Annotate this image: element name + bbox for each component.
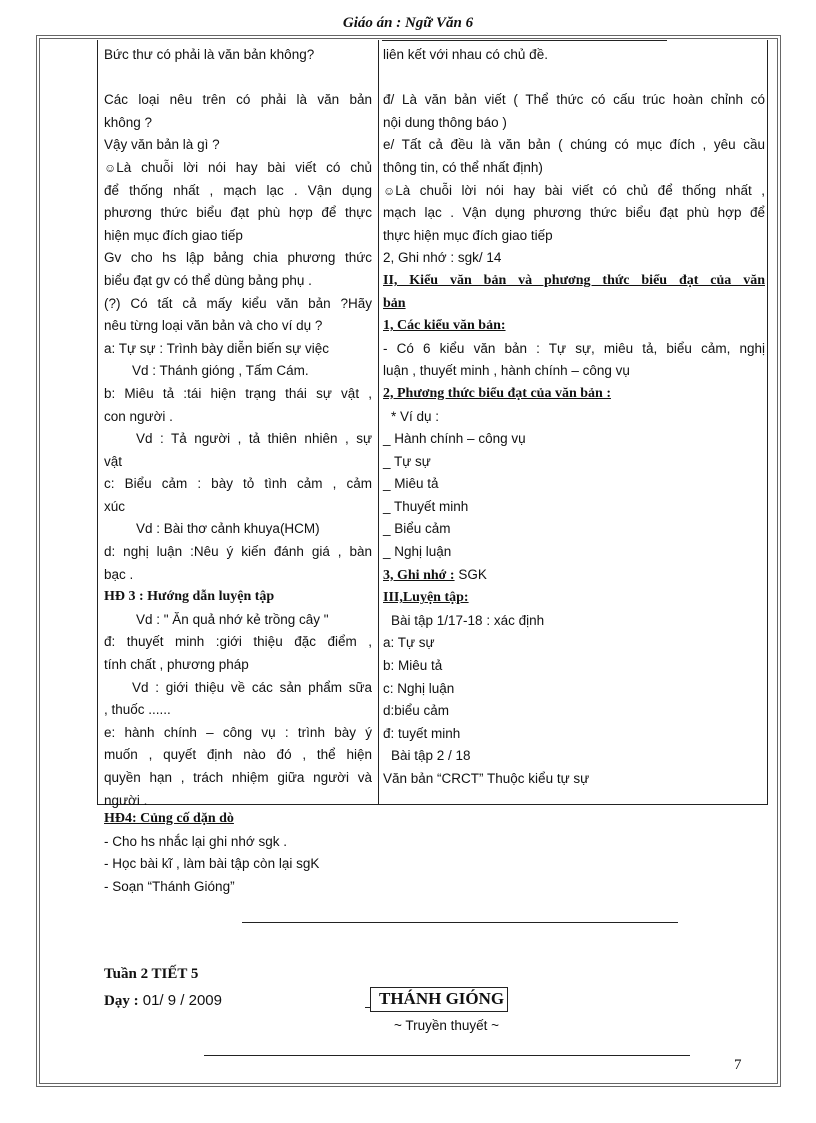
question-letter: Bức thư có phải là văn bản không? <box>104 47 315 62</box>
method-item: _ Miêu tả <box>383 476 439 492</box>
answer-d: nội dung thông báo ) <box>383 114 507 130</box>
section-3-heading: III,Luyện tập: <box>383 590 469 606</box>
kind-dd: đ: thuyết minh :giới thiệu đặc điểm , <box>104 634 372 650</box>
answer-e: thông tin, có thể nhất định) <box>383 159 543 175</box>
subsection-1-heading: 1, Các kiểu văn bản: <box>383 318 506 334</box>
exercise-1: Bài tập 1/17-18 : xác định <box>391 612 545 628</box>
definition-line: mạch lạc . Vận dụng phương thức biểu đạt phù hợp để <box>383 205 765 221</box>
kinds-list: luận , thuyết minh , hành chính – công vụ <box>383 363 630 379</box>
kind-c-example: Vd : Bài thơ cảnh khuya(HCM) <box>136 521 320 537</box>
kind-d: bạc . <box>104 566 134 582</box>
section-2-heading: bản <box>383 295 406 311</box>
kind-c: xúc <box>104 498 126 514</box>
hd4-item: - Soạn “Thánh Gióng” <box>104 878 235 894</box>
kind-b-example: vật <box>104 453 123 469</box>
teacher-note: Gv cho hs lập bảng chia phương thức <box>104 250 372 266</box>
method-item: _ Tự sự <box>383 453 431 469</box>
kind-a-example: Vd : Thánh gióng , Tấm Cám. <box>132 363 309 379</box>
kind-e: người . <box>104 792 148 808</box>
exercise-answer: d:biểu cảm <box>383 703 450 719</box>
kind-b: b: Miêu tả :tái hiện trạng thái sự vật , <box>104 385 372 401</box>
kind-a: a: Tự sự : Trình bày diễn biến sự việc <box>104 340 329 356</box>
kind-e: e: hành chính – công vụ : trình bày ý <box>104 724 372 740</box>
method-item: _ Hành chính – công vụ <box>383 431 526 447</box>
page-number: 7 <box>734 1057 742 1073</box>
question-what: Vậy văn bản là gì ? <box>104 137 220 153</box>
exercise-answer: b: Miêu tả <box>383 658 443 674</box>
note-line: 2, Ghi nhớ : sgk/ 14 <box>383 250 502 266</box>
hd3-example: Vd : " Ăn quả nhớ kẻ trồng cây " <box>136 611 329 627</box>
example-label: * Ví dụ : <box>391 408 440 424</box>
hd4-item: - Học bài kĩ , làm bài tập còn lại sgK <box>104 856 320 871</box>
hd3-heading: HĐ 3 : Hướng dẫn luyện tập <box>104 589 275 605</box>
date-value: 01/ 9 / 2009 <box>142 992 222 1009</box>
footer-rule <box>204 1055 690 1056</box>
kind-dd-example: , thuốc ...... <box>104 702 171 718</box>
smiley-icon: ☺ <box>383 183 396 198</box>
lesson-title: THÁNH GIÓNG <box>370 987 508 1012</box>
date-label: Dạy : <box>104 993 139 1009</box>
exercise-answer: đ: tuyết minh <box>383 725 461 741</box>
definition-line: ☺Là chuỗi lời nói hay bài viết có chủ để thống nhất , <box>383 182 765 198</box>
definition-line: hiện mục đích giao tiếp <box>104 227 243 243</box>
kinds-list: - Có 6 kiểu văn bản : Tự sự, miêu tả, biểu cảm, nghị <box>383 340 765 356</box>
exercise-2: Bài tập 2 / 18 <box>391 748 471 764</box>
question-kinds: (?) Có tất cả mấy kiểu văn bản ?Hãy <box>104 295 372 311</box>
definition-line: phương thức biểu đạt phù hợp để thực <box>104 205 372 221</box>
question-types-cont: không ? <box>104 114 153 130</box>
teaching-date <box>104 992 222 1010</box>
kind-b: con người . <box>104 408 173 424</box>
smiley-icon: ☺ <box>104 160 117 175</box>
subsection-3-heading: 3, Ghi nhớ : <box>383 567 455 583</box>
hd4-heading: HĐ4: Củng cố dặn dò <box>104 811 234 826</box>
kind-dd-example: Vd : giới thiệu về các sản phẩm sữa <box>132 679 372 695</box>
lesson-genre: ~ Truyền thuyết ~ <box>394 1018 500 1033</box>
column-divider <box>378 40 379 805</box>
question-types: Các loại nêu trên có phải là văn bản <box>104 92 372 108</box>
definition-line: thực hiện mục đích giao tiếp <box>383 227 553 243</box>
kind-e: quyền hạn , trách nhiệm giữa người và <box>104 770 372 785</box>
subsection-2-heading: 2, Phương thức biểu đạt của văn bản : <box>383 385 611 401</box>
separator-line <box>242 922 678 923</box>
answer-line: liên kết với nhau có chủ đề. <box>383 47 548 62</box>
left-column <box>104 44 372 812</box>
page-header: Giáo án : Ngữ Văn 6 <box>342 15 474 31</box>
method-item: _ Nghị luận <box>383 544 452 560</box>
method-item: _ Biểu cảm <box>383 521 451 537</box>
hd4-section <box>104 808 319 898</box>
subsection-3-value: SGK <box>458 566 487 582</box>
teacher-note: biểu đạt gv có thể dùng bảng phụ . <box>104 272 312 288</box>
week-label: Tuần 2 TIẾT 5 <box>104 966 199 982</box>
kind-e: muốn , quyết định nào đó , thể hiện <box>104 747 372 763</box>
definition-line: ☺Là chuỗi lời nói hay bài viết có chủ <box>104 159 372 175</box>
kind-d: d: nghị luận :Nêu ý kiến đánh giá , bàn <box>104 544 372 560</box>
kind-b-example: Vd : Tả người , tả thiên nhiên , sự <box>136 431 372 447</box>
exercise-answer: c: Nghị luận <box>383 680 455 696</box>
kind-dd: tính chất , phương pháp <box>104 657 249 673</box>
answer-d: đ/ Là văn bản viết ( Thể thức có cấu trúc hoàn chỉnh có <box>383 92 765 108</box>
kind-c: c: Biểu cảm : bày tỏ tình cảm , cảm <box>104 476 372 492</box>
subsection-3 <box>383 564 765 588</box>
method-item: _ Thuyết minh <box>383 498 469 514</box>
exercise-answer: a: Tự sự <box>383 635 435 651</box>
definition-line: để thống nhất , mạch lạc . Vận dụng <box>104 182 372 198</box>
right-column <box>383 44 765 791</box>
exercise-2-answer: Văn bản “CRCT” Thuộc kiểu tự sự <box>383 771 590 786</box>
section-2-heading: II, Kiểu văn bản và phương thức biểu đạt của văn <box>383 272 765 288</box>
question-kinds: nêu từng loại văn bản và cho ví dụ ? <box>104 318 323 334</box>
answer-e: e/ Tất cả đều là văn bản ( chúng có mục đích , yêu cầu <box>383 137 765 153</box>
hd4-item: - Cho hs nhắc lại ghi nhớ sgk . <box>104 833 287 849</box>
